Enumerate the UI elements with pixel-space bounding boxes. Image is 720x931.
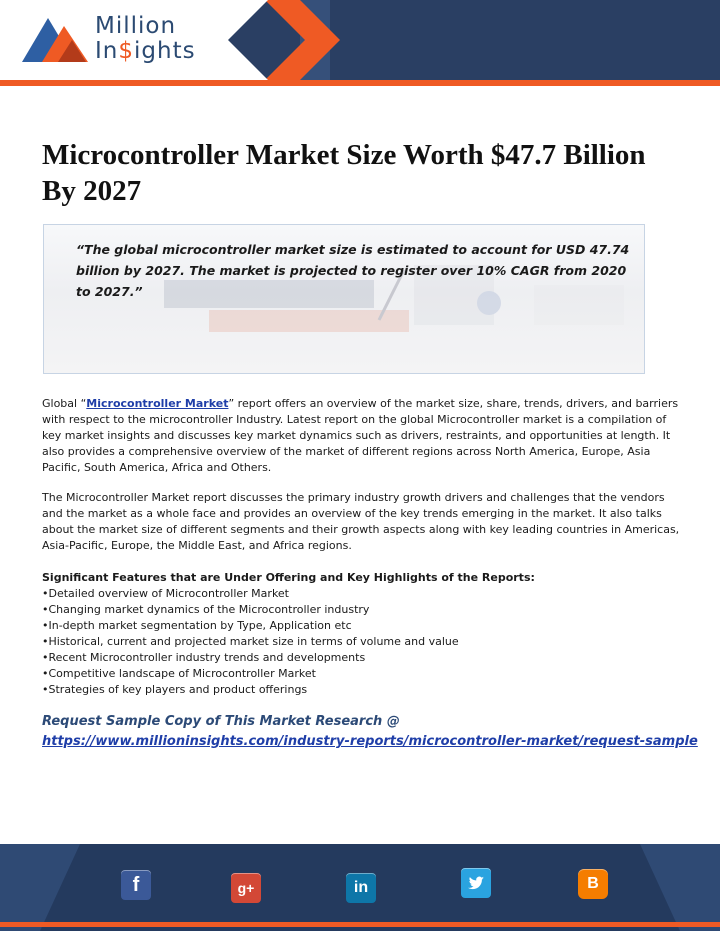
quote-box xyxy=(43,224,645,374)
page-title: Microcontroller Market Size Worth $47.7 Billion By 2027 xyxy=(42,139,646,207)
logo-line-2-post: ights xyxy=(134,38,196,64)
microcontroller-market-link[interactable]: Microcontroller Market xyxy=(86,397,229,410)
logo-line-2 xyxy=(95,38,196,64)
request-sample-label: Request Sample Copy of This Market Research @ xyxy=(42,714,400,729)
logo-line-1: Million xyxy=(95,13,177,39)
report-paragraph: The Microcontroller Market report discusses the primary industry growth drivers and challenges that the vendors and the market as a whole face and provides an overview of the key trends emerging in the market. It also talks about the market size of different segments and their growth aspects along with key leading countries in Americas, Asia-Pacific, Europe, the Middle East, and Africa regions. xyxy=(42,491,680,552)
features-heading: Significant Features that are Under Offering and Key Highlights of the Reports: xyxy=(42,571,535,584)
logo-dollar: $ xyxy=(118,38,135,64)
blogger-icon[interactable]: B xyxy=(578,869,608,899)
facebook-icon[interactable]: f xyxy=(121,870,151,900)
header-accent-rule xyxy=(0,80,720,86)
twitter-icon[interactable] xyxy=(461,868,491,898)
feature-item: • Recent Microcontroller industry trends and developments xyxy=(42,650,682,666)
feature-item: • Detailed overview of Microcontroller Market xyxy=(42,586,682,602)
features-section xyxy=(42,570,682,698)
intro-pre: Global “ xyxy=(42,397,87,410)
quote-text: “The global microcontroller market size is estimated to account for USD 47.74 billion by 2027. The market is projected to register over 10% CAGR from 2020 to 2027.” xyxy=(76,242,630,299)
feature-item: • Historical, current and projected market size in terms of volume and value xyxy=(42,634,682,650)
logo-line-2-pre: In xyxy=(95,38,119,64)
logo-wordmark[interactable] xyxy=(95,14,196,64)
page-header xyxy=(0,0,720,86)
feature-item: • Changing market dynamics of the Microcontroller industry xyxy=(42,602,682,618)
request-sample-section xyxy=(42,712,702,752)
footer-accent-rule xyxy=(0,922,720,927)
features-list xyxy=(42,586,682,698)
twitter-bird-icon xyxy=(461,868,491,898)
google-plus-icon[interactable]: g+ xyxy=(231,873,261,903)
linkedin-icon[interactable]: in xyxy=(346,873,376,903)
intro-paragraph xyxy=(42,396,682,476)
intro-post: ” report offers an overview of the market size, share, trends, drivers, and barriers with respect to the microcontroller Industry. Latest report on the global Microcontroller market is a compilation of key market insights and discusses key market dynamics such as drivers, restraints, and opportunities at length. It also provides a comprehensive overview of the market of different regions across North America, Europe, Asia Pacific, South America, Africa and Others. xyxy=(42,397,679,474)
feature-item: • Competitive landscape of Microcontroller Market xyxy=(42,666,682,682)
feature-item: • In-depth market segmentation by Type, Application etc xyxy=(42,618,682,634)
feature-item: • Strategies of key players and product offerings xyxy=(42,682,682,698)
request-sample-link[interactable]: https://www.millioninsights.com/industry-reports/microcontroller-market/request-sample xyxy=(42,734,698,749)
